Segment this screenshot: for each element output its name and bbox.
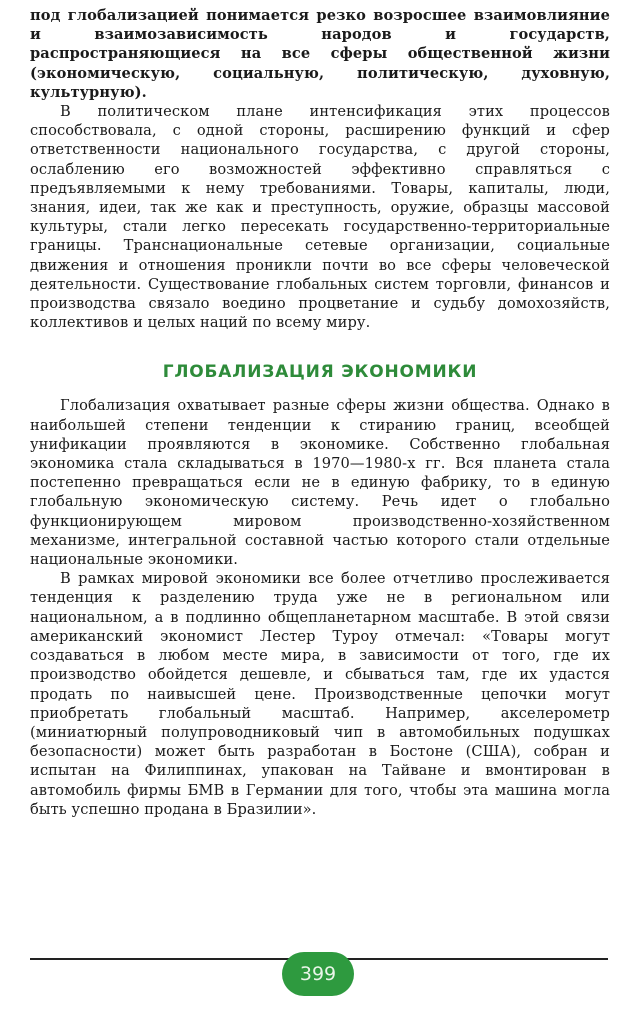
section-heading: ГЛОБАЛИЗАЦИЯ ЭКОНОМИКИ	[162, 362, 478, 383]
page-number-badge	[282, 952, 354, 996]
definition-paragraph: под глобализацией понимается резко возросшее взаимовлияние и взаимозависимость народов и государств, распространяющиеся на все сферы общественной жизни (экономическую, социальную, политическую, духовную, культурную).	[30, 7, 610, 101]
politics-paragraph: В политическом плане интенсификация этих процессов способствовала, с одной стороны, расширению функций и сфер ответственности национального государства, с другой стороны, ослаблению его возможностей эффективно справляться с предъявляемыми к нему требованиями. Товары, капиталы, люди, знания, идеи, так же как и преступность, оружие, образцы массовой культуры, стали легко пересекать государственно-территориальные границы. Транснациональные сетевые организации, социальные движения и отношения проникли почти во все сферы человеческой деятельности. Существование глобальных систем торговли, финансов и производства связало воедино процветание и судьбу домохозяйств, коллективов и целых наций по всему миру.	[30, 103, 610, 332]
economy-paragraph-2: В рамках мировой экономики все более отчетливо прослеживается тенденция к разделению труда уже не в региональном или национальном, а в подлинно общепланетарном масштабе. В этой связи американский экономист Лестер Туроу отмечал: «Товары могут создаваться в любом месте мира, в зависимости от того, где их производство обойдется дешевле, и сбываться там, где их удастся продать по наивысшей цене. Производственные цепочки могут приобретать глобальный масштаб. Например, акселерометр (миниатюрный полупроводниковый чип в автомобильных подушках безопасности) может быть разработан в Бостоне (США), собран и испытан на Филиппинах, упакован на Тайване и вмонтирован в автомобиль фирмы БМВ в Германии для того, чтобы эта машина могла быть успешно продана в Бразилии».	[30, 570, 610, 818]
page-number: 399	[299, 963, 337, 985]
economy-paragraph-1: Глобализация охватывает разные сферы жизни общества. Однако в наибольшей степени тенденции к стиранию границ, всеобщей унификации проявляются в экономике. Собственно глобальная экономика стала складываться в 1970—1980-х гг. Вся планета стала постепенно превращаться если не в единую фабрику, то в единую глобальную экономическую систему. Речь идет о глобально функционирующем мировом производственно-хозяйственном механизме, интегральной составной частью которого стали отдельные национальные экономики.	[30, 397, 610, 569]
page-body	[30, 6, 610, 819]
